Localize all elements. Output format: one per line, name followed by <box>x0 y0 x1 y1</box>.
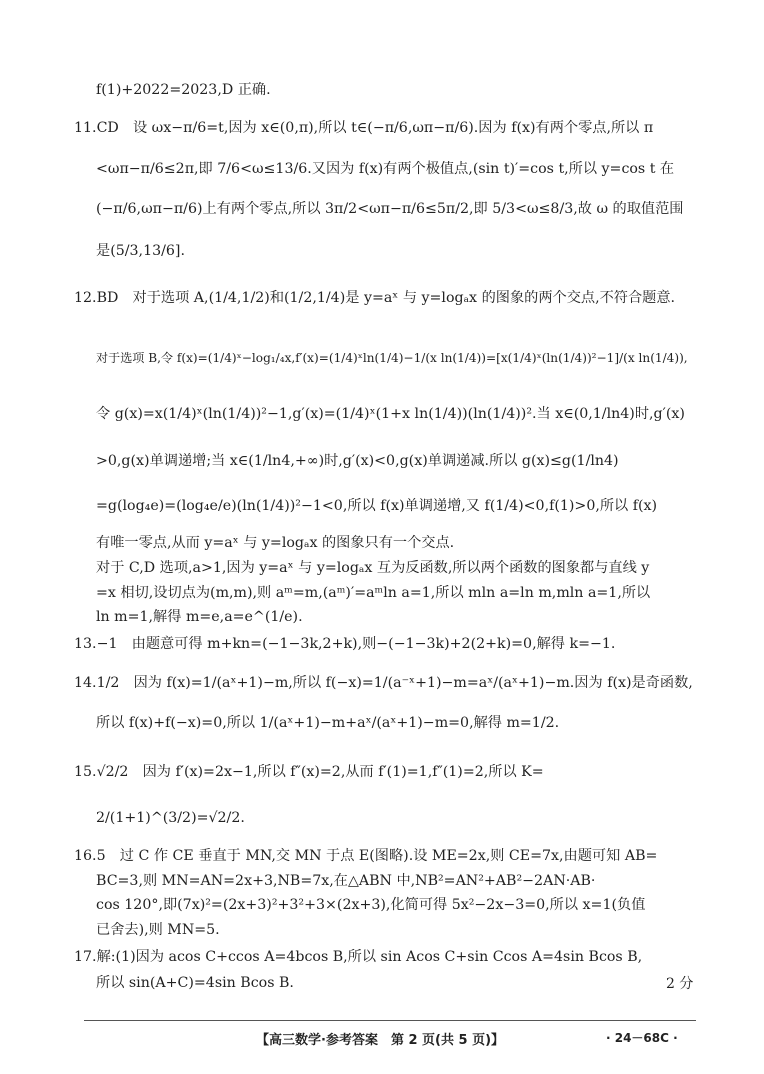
answer-15-line: 15.√2/2 因为 f′(x)=2x−1,所以 f″(x)=2,从而 f′(1)=1,f″(1)=2,所以 K= <box>74 764 544 780</box>
text-line: <ωπ−π/6≤2π,即 7/6<ω≤13/6.又因为 f(x)有两个极值点,(sin t)′=cos t,所以 y=cos t 在 <box>96 161 675 177</box>
score-label: 2 分 <box>666 976 694 992</box>
text-line: cos 120°,即(7x)²=(2x+3)²+3²+3×(2x+3),化简可得 5x²−2x−3=0,所以 x=1(负值 <box>96 897 646 913</box>
text-line: =x 相切,设切点为(m,m),则 aᵐ=m,(aᵐ)′=aᵐln a=1,所以 mln a=ln m,mln a=1,所以 <box>96 585 651 601</box>
text-line: 对于选项 B,令 f(x)=(1/4)ˣ−log₁/₄x,f′(x)=(1/4)ˣln(1/4)−1/(x ln(1/4))=[x(1/4)ˣ(ln(1/4))²−1]/(x ln(1/4)), <box>96 351 688 365</box>
answer-16-line: 16.5 过 C 作 CE 垂直于 MN,交 MN 于点 E(图略).设 ME=2x,则 CE=7x,由题可知 AB= <box>74 848 658 864</box>
text-line: 已舍去),则 MN=5. <box>96 922 220 938</box>
text-line: 令 g(x)=x(1/4)ˣ(ln(1/4))²−1,g′(x)=(1/4)ˣ(1+x ln(1/4))(ln(1/4))².当 x∈(0,1/ln4)时,g′(x) <box>96 406 685 422</box>
text-line: f(1)+2022=2023,D 正确. <box>96 82 271 98</box>
text-line: =g(log₄e)=(log₄e/e)(ln(1/4))²−1<0,所以 f(x)单调递增,又 f(1/4)<0,f(1)>0,所以 f(x) <box>96 498 658 514</box>
text-line: ln m=1,解得 m=e,a=e^(1/e). <box>96 609 303 625</box>
footer-code: · 24－68C · <box>606 1031 678 1045</box>
text-line: 有唯一零点,从而 y=aˣ 与 y=logₐx 的图象只有一个交点. <box>96 535 455 551</box>
text-line: 对于 C,D 选项,a>1,因为 y=aˣ 与 y=logₐx 互为反函数,所以两个函数的图象都与直线 y <box>96 560 650 576</box>
text-line: >0,g(x)单调递增;当 x∈(1/ln4,+∞)时,g′(x)<0,g(x)单调递减.所以 g(x)≤g(1/ln4) <box>96 453 619 469</box>
text-line: BC=3,则 MN=AN=2x+3,NB=7x,在△ABN 中,NB²=AN²+AB²−2AN·AB· <box>96 873 596 889</box>
footer-divider <box>84 1020 696 1021</box>
answer-12-line: 12.BD 对于选项 A,(1/4,1/2)和(1/2,1/4)是 y=aˣ 与 y=logₐx 的图象的两个交点,不符合题意. <box>74 290 676 306</box>
text-line: 是(5/3,13/6]. <box>96 243 185 259</box>
answer-13-line: 13.−1 由题意可得 m+kn=(−1−3k,2+k),则−(−1−3k)+2(2+k)=0,解得 k=−1. <box>74 636 616 652</box>
footer-page-info: 【高三数学·参考答案 第 2 页(共 5 页)】 <box>256 1033 505 1048</box>
text-line: 所以 f(x)+f(−x)=0,所以 1/(aˣ+1)−m+aˣ/(aˣ+1)−m=0,解得 m=1/2. <box>96 715 560 731</box>
answer-11-line: 11.CD 设 ωx−π/6=t,因为 x∈(0,π),所以 t∈(−π/6,ωπ−π/6).因为 f(x)有两个零点,所以 π <box>74 120 654 136</box>
text-line: (−π/6,ωπ−π/6)上有两个零点,所以 3π/2<ωπ−π/6≤5π/2,即 5/3<ω≤8/3,故 ω 的取值范围 <box>96 201 684 217</box>
text-line: 所以 sin(A+C)=4sin Bcos B. <box>96 975 294 991</box>
text-line: 2/(1+1)^(3/2)=√2/2. <box>96 810 245 826</box>
answer-17-line: 17.解:(1)因为 acos C+ccos A=4bcos B,所以 sin Acos C+sin Ccos A=4sin Bcos B, <box>74 949 643 965</box>
answer-14-line: 14.1/2 因为 f(x)=1/(aˣ+1)−m,所以 f(−x)=1/(a⁻ˣ+1)−m=aˣ/(aˣ+1)−m.因为 f(x)是奇函数, <box>74 675 693 691</box>
